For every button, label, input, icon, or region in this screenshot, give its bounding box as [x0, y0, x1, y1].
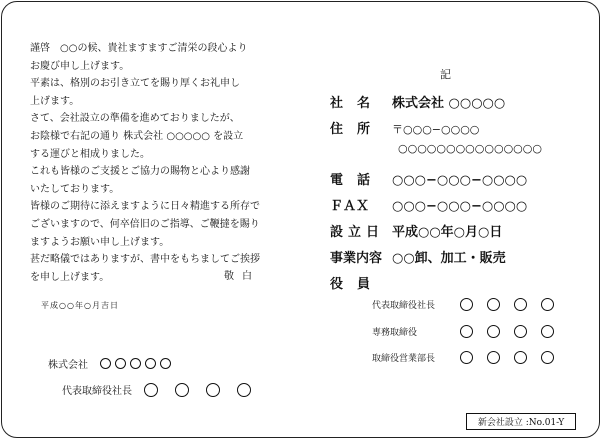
letter-line: ますようお願い申し上げます。 [30, 236, 170, 248]
officers-row [330, 273, 392, 292]
fax-label: ＦＡＸ [330, 199, 370, 214]
phone-row [330, 169, 527, 188]
company-name-row [330, 92, 505, 111]
letter-line: お陰様で右記の通り 株式会社 ○○○○○ を設立 [30, 130, 244, 142]
placeholder-circle-icon [460, 351, 473, 364]
placeholder-circle-icon [541, 325, 554, 338]
company-name-value: 株式会社 ○○○○○ [392, 96, 506, 111]
officers-label: 役員 [330, 277, 385, 292]
placeholder-circle-icon [175, 383, 189, 397]
letter-line: ございますので、何卒倍旧のご指導、ご鞭撻を賜り [30, 218, 260, 230]
placeholder-circle-icon [100, 358, 111, 369]
officer-row [372, 351, 568, 364]
placeholder-circle-icon [144, 383, 158, 397]
address-label: 住所 [330, 122, 385, 137]
company-name-label: 社名 [330, 96, 385, 111]
letter-line: 上げます。 [30, 95, 80, 107]
placeholder-circle-icon [514, 298, 527, 311]
placeholder-circle-icon [160, 358, 171, 369]
established-value: 平成○○年○月○日 [392, 225, 503, 240]
company-label: 株式会社 [48, 360, 88, 371]
placeholder-circle-icon [206, 383, 220, 397]
address-value: ○○○○○○○○○○○○○○○ [398, 142, 542, 155]
letter-line: さて、会社設立の準備を進めておりましたが、 [30, 113, 240, 125]
fax-value: ○○○−○○○−○○○○ [392, 199, 528, 214]
officer-title: 取締役営業部長 [372, 354, 436, 364]
letter-date: 平成○○年○月吉日 [41, 301, 119, 310]
sender-ceo [62, 382, 268, 397]
business-row [330, 247, 506, 266]
placeholder-circle-icon [541, 351, 554, 364]
letter-line: 謹啓 ○○の候、貴社ますますご清栄の段心より [30, 43, 248, 54]
officer-row [372, 325, 568, 338]
officer-row [372, 298, 568, 311]
business-label: 事業内容 [330, 251, 383, 266]
officer-title: 代表取締役社長 [372, 301, 436, 311]
postal-code: 〒○○○−○○○○ [392, 123, 480, 136]
letter-line: 甚だ略儀ではありますが、書中をもちましてご挨拶 [30, 254, 260, 266]
placeholder-circle-icon [237, 383, 251, 397]
placeholder-circle-icon [460, 325, 473, 338]
details-heading: 記 [440, 68, 451, 81]
fax-row [330, 195, 527, 214]
letter-line: 平素は、格別のお引き立てを賜り厚くお礼申し [30, 78, 240, 90]
phone-label: 電話 [330, 173, 385, 188]
business-value: ○○卸、加工・販売 [392, 251, 506, 266]
placeholder-circle-icon [115, 358, 126, 369]
letter-line: を申し上げます。 [30, 271, 110, 283]
product-code-label: 新会社設立 :No.01-Y [466, 413, 576, 430]
placeholder-circle-icon [145, 358, 156, 369]
letter-line: いたしております。 [30, 183, 120, 195]
placeholder-circle-icon [460, 298, 473, 311]
letter-line: する運びと相成りました。 [30, 148, 150, 160]
ceo-label: 代表取締役社長 [62, 386, 132, 397]
address-row [330, 118, 479, 137]
phone-value: ○○○−○○○−○○○○ [392, 173, 528, 188]
established-row [330, 221, 502, 240]
closing-word: 敬白 [224, 271, 260, 282]
sender-company [48, 356, 175, 371]
letter-line: お慶び申し上げます。 [30, 60, 130, 72]
placeholder-circle-icon [541, 298, 554, 311]
established-label: 設立日 [330, 225, 385, 240]
placeholder-circle-icon [487, 325, 500, 338]
placeholder-circle-icon [514, 325, 527, 338]
placeholder-circle-icon [130, 358, 141, 369]
placeholder-circle-icon [487, 298, 500, 311]
placeholder-circle-icon [487, 351, 500, 364]
officer-title: 専務取締役 [372, 328, 418, 338]
letter-line: 皆様のご期待に添えますように日々精進する所存で [30, 201, 260, 213]
placeholder-circle-icon [514, 351, 527, 364]
letter-line: これも皆様のご支援とご協力の賜物と心より感謝 [30, 166, 250, 178]
greeting-letter [30, 40, 280, 286]
